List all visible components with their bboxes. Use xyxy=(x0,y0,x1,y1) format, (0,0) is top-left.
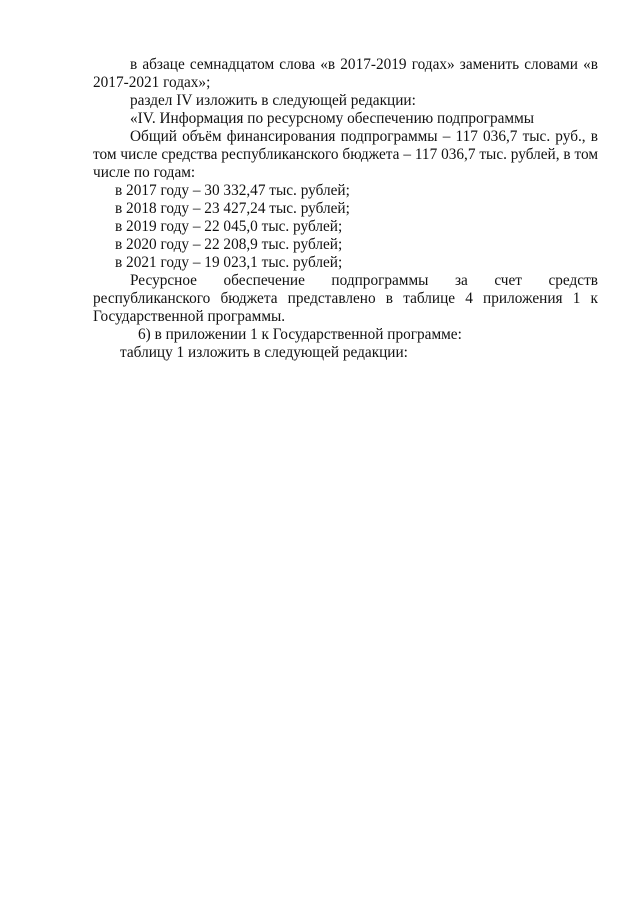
section-heading: «IV. Информация по ресурсному обеспечению подпрограммы xyxy=(130,110,535,127)
resource-line-3: Государственной программы. xyxy=(93,308,286,325)
year-item-2021: в 2021 году – 19 023,1 тыс. рублей; xyxy=(115,254,343,271)
table-replacement-line: таблицу 1 изложить в следующей редакции: xyxy=(120,344,408,361)
paragraph-abzac: в абзаце семнадцатом слова «в 2017-2019 годах» заменить словами «в 2017-2021 годах»; xyxy=(93,56,598,91)
resource-line-2: республиканского бюджета представлено в таблице 4 приложения 1 к xyxy=(93,290,598,307)
paragraph-section-iv: раздел IV изложить в следующей редакции: xyxy=(130,92,416,109)
resource-line-1: Ресурсное обеспечение подпрограммы за счет средств xyxy=(130,272,598,289)
year-list xyxy=(93,182,598,272)
year-item-2018: в 2018 году – 23 427,24 тыс. рублей; xyxy=(115,200,350,217)
year-item-2020: в 2020 году – 22 208,9 тыс. рублей; xyxy=(115,236,343,253)
year-item-2019: в 2019 году – 22 045,0 тыс. рублей; xyxy=(115,218,343,235)
appendix-item-6: 6) в приложении 1 к Государственной программе: xyxy=(138,326,462,343)
financing-total: Общий объём финансирования подпрограммы – 117 036,7 тыс. руб., в том числе средства республиканского бюджета – 117 036,7 тыс. рублей, в том числе по годам: xyxy=(93,128,598,181)
year-item-2017: в 2017 году – 30 332,47 тыс. рублей; xyxy=(115,182,350,199)
document-body xyxy=(93,56,598,362)
